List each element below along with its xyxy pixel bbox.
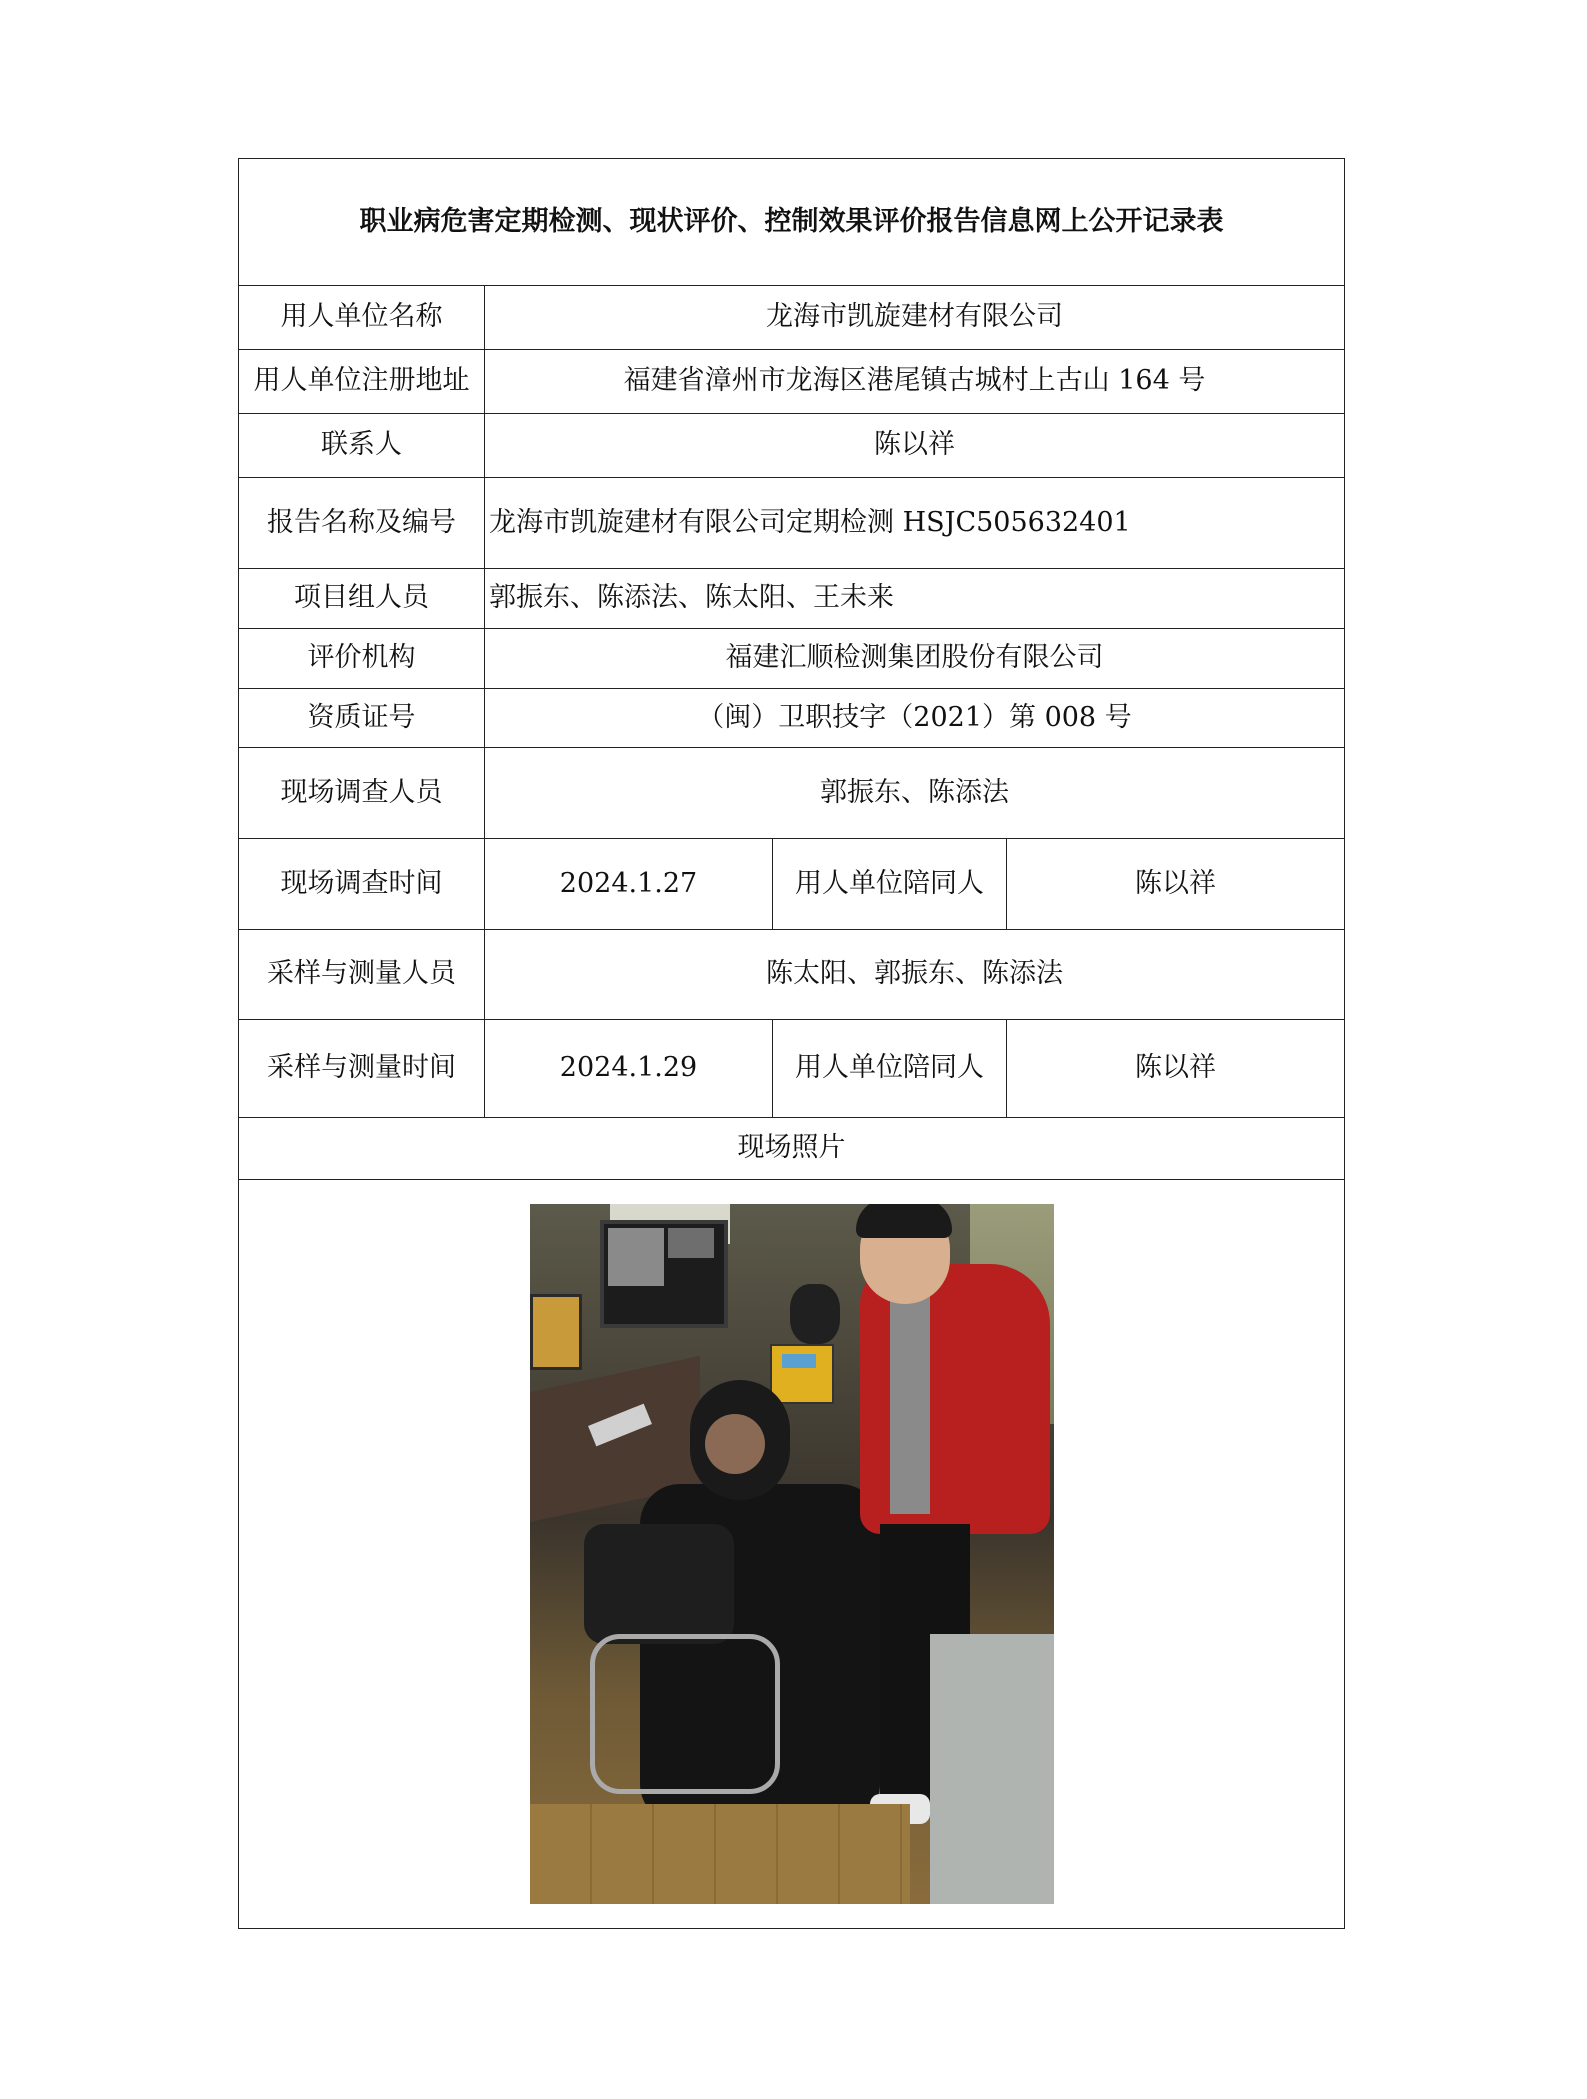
label-survey-staff: 现场调查人员 (239, 748, 485, 839)
value-project-team: 郭振东、陈添法、陈太阳、王未来 (485, 569, 1345, 629)
label-contact: 联系人 (239, 414, 485, 478)
document-title: 职业病危害定期检测、现状评价、控制效果评价报告信息网上公开记录表 (239, 159, 1345, 286)
value-sampling-staff: 陈太阳、郭振东、陈添法 (485, 930, 1345, 1020)
label-project-team: 项目组人员 (239, 569, 485, 629)
value-survey-staff: 郭振东、陈添法 (485, 748, 1345, 839)
row-sampling-time (239, 1020, 1345, 1118)
row-registered-address (239, 350, 1345, 414)
row-report (239, 478, 1345, 569)
row-photos-label (239, 1118, 1345, 1180)
value-report: 龙海市凯旋建材有限公司定期检测 HSJC505632401 (485, 478, 1345, 569)
label-employer-name: 用人单位名称 (239, 286, 485, 350)
row-evaluation-org (239, 629, 1345, 689)
value-contact: 陈以祥 (485, 414, 1345, 478)
value-qualification-no: （闽）卫职技字（2021）第 008 号 (485, 689, 1345, 748)
label-sampling-staff: 采样与测量人员 (239, 930, 485, 1020)
label-survey-companion: 用人单位陪同人 (773, 839, 1007, 930)
row-contact (239, 414, 1345, 478)
label-qualification-no: 资质证号 (239, 689, 485, 748)
label-registered-address: 用人单位注册地址 (239, 350, 485, 414)
label-sampling-companion: 用人单位陪同人 (773, 1020, 1007, 1118)
title-row (239, 159, 1345, 286)
value-survey-companion: 陈以祥 (1007, 839, 1345, 930)
row-sampling-staff (239, 930, 1345, 1020)
value-registered-address: 福建省漳州市龙海区港尾镇古城村上古山 164 号 (485, 350, 1345, 414)
record-sheet (238, 158, 1344, 1929)
value-sampling-time: 2024.1.29 (485, 1020, 773, 1118)
label-survey-time: 现场调查时间 (239, 839, 485, 930)
row-qualification-no (239, 689, 1345, 748)
value-employer-name: 龙海市凯旋建材有限公司 (485, 286, 1345, 350)
row-survey-time (239, 839, 1345, 930)
photo-cell (239, 1180, 1345, 1929)
label-evaluation-org: 评价机构 (239, 629, 485, 689)
value-survey-time: 2024.1.27 (485, 839, 773, 930)
row-project-team (239, 569, 1345, 629)
row-photos (239, 1180, 1345, 1929)
value-sampling-companion: 陈以祥 (1007, 1020, 1345, 1118)
label-sampling-time: 采样与测量时间 (239, 1020, 485, 1118)
row-survey-staff (239, 748, 1345, 839)
value-evaluation-org: 福建汇顺检测集团股份有限公司 (485, 629, 1345, 689)
label-photos: 现场照片 (239, 1118, 1345, 1180)
record-table (238, 158, 1345, 1929)
row-employer-name (239, 286, 1345, 350)
label-report: 报告名称及编号 (239, 478, 485, 569)
site-photo (530, 1204, 1054, 1904)
